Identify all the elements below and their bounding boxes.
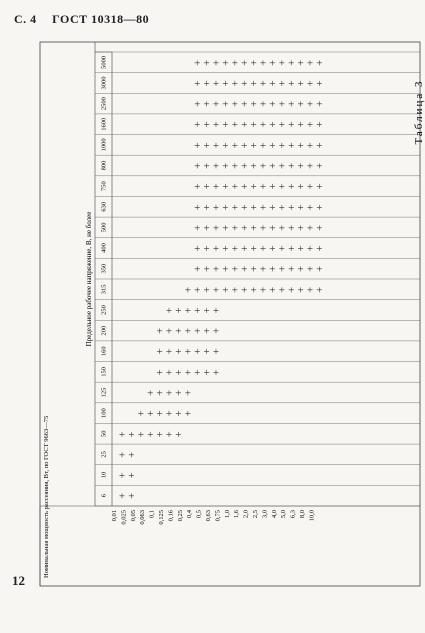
table-mark: + [259, 77, 267, 90]
table-mark: + [203, 139, 210, 152]
table-mark: + [297, 284, 304, 297]
table-mark: + [212, 119, 220, 132]
table-mark: + [175, 346, 182, 359]
table-mark: + [203, 77, 210, 90]
table-mark: + [241, 263, 248, 276]
table-mark: + [118, 490, 126, 503]
table-mark: + [231, 98, 238, 111]
table-mark: + [175, 428, 182, 441]
table-mark: + [297, 201, 304, 214]
power-label: 8,0 [299, 510, 306, 519]
table-mark: + [250, 243, 257, 256]
table-mark: + [288, 139, 295, 152]
table-mark: + [259, 263, 267, 276]
table-mark: + [212, 284, 220, 297]
table-mark: + [278, 57, 285, 70]
power-label: 3,0 [261, 510, 269, 519]
power-label: 0,1 [148, 510, 156, 519]
table-mark: + [118, 449, 126, 462]
table-mark: + [250, 284, 257, 297]
table-mark: + [222, 119, 229, 132]
voltage-label: 160 [100, 346, 108, 357]
voltage-label: 6 [100, 494, 108, 498]
table-mark: + [241, 119, 248, 132]
page-label: С. 4 [14, 12, 37, 26]
table-mark: + [269, 284, 276, 297]
table-mark: + [269, 201, 276, 214]
table-mark: + [231, 222, 238, 235]
table-mark: + [288, 77, 295, 90]
table-mark: + [212, 160, 220, 173]
table-mark: + [222, 243, 229, 256]
table-mark: + [147, 408, 154, 421]
table-mark: + [184, 284, 191, 297]
table-mark: + [203, 160, 210, 173]
table-mark: + [165, 366, 173, 379]
table-mark: + [156, 366, 163, 379]
voltage-label: 5000 [100, 55, 108, 69]
power-label: 0,75 [214, 510, 222, 522]
table-mark: + [241, 181, 248, 194]
power-label: 0,63 [205, 510, 212, 522]
table-mark: + [288, 181, 295, 194]
table-mark: + [222, 263, 229, 276]
voltage-label: 50 [100, 430, 108, 438]
table-mark: + [203, 181, 210, 194]
table-mark: + [259, 160, 267, 173]
table-mark: + [269, 160, 276, 173]
table-mark: + [269, 57, 276, 70]
table-mark: + [241, 57, 248, 70]
table-mark: + [231, 119, 238, 132]
table-mark: + [203, 222, 210, 235]
voltage-label: 400 [100, 243, 108, 253]
power-label: 4,0 [270, 510, 278, 519]
table-mark: + [137, 428, 144, 441]
table-mark: + [184, 325, 191, 338]
voltage-label: 250 [100, 305, 108, 315]
table-mark: + [278, 139, 285, 152]
table-mark: + [203, 57, 210, 70]
table-mark: + [212, 139, 220, 152]
table-mark: + [288, 201, 295, 214]
table-mark: + [288, 98, 295, 111]
table-mark: + [231, 139, 238, 152]
table-mark: + [288, 222, 295, 235]
table-mark: + [194, 325, 201, 338]
table-mark: + [297, 243, 304, 256]
table-mark: + [156, 346, 163, 359]
table-mark: + [212, 346, 220, 359]
table-mark: + [203, 346, 210, 359]
power-label: 1,6 [233, 510, 241, 519]
power-label: 2,5 [252, 510, 259, 519]
table-mark: + [241, 222, 248, 235]
standard-code: ГОСТ 10318—80 [52, 12, 150, 26]
table-mark: + [269, 263, 276, 276]
table-labels [43, 56, 425, 578]
table-mark: + [288, 160, 295, 173]
table-mark: + [165, 304, 173, 317]
table-mark: + [231, 77, 238, 90]
table-mark: + [128, 449, 135, 462]
table-mark: + [175, 325, 182, 338]
table-mark: + [288, 263, 295, 276]
table-mark: + [222, 181, 229, 194]
table-mark: + [241, 98, 248, 111]
table-mark: + [316, 160, 323, 173]
voltage-label: 500 [100, 222, 108, 233]
table-mark: + [278, 201, 285, 214]
table-mark: + [250, 201, 257, 214]
power-label: 0,063 [139, 510, 147, 525]
table-mark: + [128, 428, 135, 441]
table-mark: + [203, 243, 210, 256]
table-mark: + [250, 160, 257, 173]
table-mark: + [306, 139, 314, 152]
table-mark: + [212, 222, 220, 235]
table-mark: + [306, 119, 314, 132]
table-marks [119, 57, 323, 502]
table-mark: + [203, 325, 210, 338]
table-mark: + [306, 181, 314, 194]
power-label: 0,025 [120, 510, 128, 525]
table-mark: + [203, 201, 210, 214]
table-mark: + [165, 325, 173, 338]
voltage-label: 1600 [100, 117, 108, 131]
table-mark: + [278, 160, 285, 173]
table-mark: + [212, 77, 220, 90]
page-number: 12 [12, 573, 25, 588]
table-mark: + [259, 139, 267, 152]
table-mark: + [297, 98, 304, 111]
table-mark: + [194, 243, 201, 256]
voltage-label: 630 [100, 201, 108, 212]
voltage-label: 10 [100, 471, 108, 479]
table-mark: + [203, 98, 210, 111]
table-mark: + [212, 263, 220, 276]
table-mark: + [278, 98, 285, 111]
table-mark: + [241, 160, 248, 173]
table-mark: + [147, 428, 154, 441]
table-mark: + [278, 119, 285, 132]
voltage-label: 125 [100, 387, 108, 398]
table-mark: + [175, 408, 182, 421]
table-mark: + [316, 98, 323, 111]
voltage-label: 800 [100, 160, 108, 171]
table-mark: + [297, 181, 304, 194]
table-mark: + [316, 284, 323, 297]
table-mark: + [194, 222, 201, 235]
table-mark: + [241, 243, 248, 256]
table-mark: + [165, 346, 173, 359]
table-mark: + [212, 57, 220, 70]
table-mark: + [306, 57, 314, 70]
table-mark: + [137, 408, 144, 421]
power-label: 1,0 [223, 510, 231, 519]
power-label: 0,16 [167, 510, 175, 522]
table-mark: + [278, 77, 285, 90]
table-mark: + [194, 366, 201, 379]
voltage-label: 25 [100, 451, 108, 458]
table-mark: + [212, 366, 220, 379]
table-mark: + [212, 325, 220, 338]
table-mark: + [128, 490, 135, 503]
table-mark: + [288, 119, 295, 132]
table-mark: + [212, 243, 220, 256]
table-mark: + [259, 119, 267, 132]
table-mark: + [222, 139, 229, 152]
table-mark: + [297, 77, 304, 90]
table-mark: + [194, 57, 201, 70]
table-mark: + [306, 222, 314, 235]
table-mark: + [194, 304, 201, 317]
power-label: 0,25 [176, 510, 184, 522]
power-header: Номинальная мощность рассеяния, Вт, по ГОСТ 9663—75 [43, 415, 50, 578]
table-mark: + [306, 98, 314, 111]
table-mark: + [222, 284, 229, 297]
voltage-label: 2500 [100, 97, 108, 111]
table-mark: + [184, 346, 191, 359]
power-label: 5,0 [280, 510, 288, 519]
table-mark: + [250, 98, 257, 111]
table-mark: + [156, 428, 163, 441]
table-mark: + [278, 263, 285, 276]
table-mark: + [259, 222, 267, 235]
table-mark: + [222, 222, 229, 235]
table-mark: + [241, 77, 248, 90]
power-label: 0,4 [186, 510, 194, 519]
table-mark: + [194, 284, 201, 297]
table-mark: + [194, 119, 201, 132]
table-mark: + [231, 57, 238, 70]
table-mark: + [231, 160, 238, 173]
table-mark: + [194, 346, 201, 359]
table-mark: + [241, 201, 248, 214]
table-mark: + [203, 304, 210, 317]
table-mark: + [259, 243, 267, 256]
table-mark: + [297, 160, 304, 173]
table-mark: + [212, 98, 220, 111]
table-mark: + [241, 284, 248, 297]
table-mark: + [241, 139, 248, 152]
table-mark: + [269, 222, 276, 235]
table-mark: + [297, 119, 304, 132]
table-mark: + [269, 181, 276, 194]
table-mark: + [194, 263, 201, 276]
table-mark: + [306, 263, 314, 276]
table-mark: + [306, 201, 314, 214]
power-label: 10,0 [308, 510, 316, 522]
table-title: Таблица 3 [413, 79, 425, 145]
power-label: 0,01 [111, 510, 118, 522]
table-mark: + [250, 119, 257, 132]
voltage-label: 150 [100, 366, 108, 377]
table-mark: + [259, 57, 267, 70]
table-mark: + [269, 119, 276, 132]
table-mark: + [156, 408, 163, 421]
power-label: 2,0 [242, 510, 250, 519]
table-mark: + [165, 387, 173, 400]
table-mark: + [118, 470, 126, 483]
voltage-label: 750 [100, 181, 108, 192]
table-mark: + [316, 77, 323, 90]
table-mark: + [194, 139, 201, 152]
table-mark: + [316, 222, 323, 235]
table-mark: + [250, 77, 257, 90]
table-mark: + [278, 181, 285, 194]
table-mark: + [297, 139, 304, 152]
table-mark: + [288, 284, 295, 297]
voltage-label: 3000 [100, 76, 108, 90]
table-mark: + [269, 139, 276, 152]
table-mark: + [175, 387, 182, 400]
table-mark: + [250, 139, 257, 152]
power-label: 0,125 [158, 510, 165, 525]
table-mark: + [147, 387, 154, 400]
table-mark: + [259, 181, 267, 194]
table-mark: + [231, 263, 238, 276]
voltage-label: 200 [100, 325, 108, 336]
table-mark: + [231, 181, 238, 194]
table-mark: + [306, 243, 314, 256]
table-mark: + [278, 222, 285, 235]
table-mark: + [288, 57, 295, 70]
table-mark: + [259, 284, 267, 297]
table-mark: + [250, 222, 257, 235]
voltage-label: 315 [100, 284, 108, 295]
table-mark: + [306, 160, 314, 173]
table-mark: + [297, 263, 304, 276]
voltage-label: 100 [100, 408, 108, 419]
table-mark: + [297, 222, 304, 235]
table-mark: + [203, 119, 210, 132]
table-mark: + [194, 77, 201, 90]
table-mark: + [212, 181, 220, 194]
table-mark: + [250, 57, 257, 70]
table-mark: + [250, 263, 257, 276]
voltage-label: 350 [100, 263, 108, 274]
table-mark: + [316, 201, 323, 214]
table-mark: + [316, 263, 323, 276]
voltage-label: 1000 [100, 138, 108, 152]
table-mark: + [194, 201, 201, 214]
table-mark: + [316, 57, 323, 70]
table-mark: + [269, 243, 276, 256]
table-mark: + [212, 201, 220, 214]
table-mark: + [231, 284, 238, 297]
table-frame [40, 42, 420, 586]
table-mark: + [184, 387, 191, 400]
table-mark: + [222, 77, 229, 90]
table-mark: + [184, 304, 191, 317]
table-mark: + [194, 160, 201, 173]
table-mark: + [231, 201, 238, 214]
table-mark: + [316, 119, 323, 132]
table-mark: + [306, 77, 314, 90]
table-mark: + [250, 181, 257, 194]
table-mark: + [288, 243, 295, 256]
table-mark: + [203, 366, 210, 379]
table-mark: + [222, 57, 229, 70]
table-mark: + [175, 366, 182, 379]
power-label: 0,05 [129, 510, 137, 522]
table-mark: + [297, 57, 304, 70]
table-mark: + [128, 470, 135, 483]
table-mark: + [231, 243, 238, 256]
table-mark: + [175, 304, 182, 317]
table-mark: + [222, 160, 229, 173]
table-mark: + [165, 408, 173, 421]
power-label: 6,3 [289, 510, 297, 519]
voltage-header: Предельное рабочее напряжение, В, не более [85, 211, 93, 347]
table-mark: + [156, 387, 163, 400]
table-mark: + [316, 139, 323, 152]
table-mark: + [278, 243, 285, 256]
table-mark: + [156, 325, 163, 338]
table-mark: + [194, 98, 201, 111]
table-mark: + [203, 263, 210, 276]
table-mark: + [212, 304, 220, 317]
table-grid [40, 42, 420, 586]
table-mark: + [306, 284, 314, 297]
table-mark: + [222, 98, 229, 111]
table-mark: + [316, 181, 323, 194]
table-mark: + [184, 366, 191, 379]
table-mark: + [118, 428, 126, 441]
table-mark: + [184, 408, 191, 421]
table-mark: + [259, 201, 267, 214]
table-mark: + [222, 201, 229, 214]
table-mark: + [278, 284, 285, 297]
table-mark: + [203, 284, 210, 297]
table-mark: + [316, 243, 323, 256]
table-mark: + [194, 181, 201, 194]
power-label: 0,5 [195, 510, 203, 519]
table-mark: + [165, 428, 173, 441]
table-mark: + [259, 98, 267, 111]
table-mark: + [269, 98, 276, 111]
table-mark: + [269, 77, 276, 90]
